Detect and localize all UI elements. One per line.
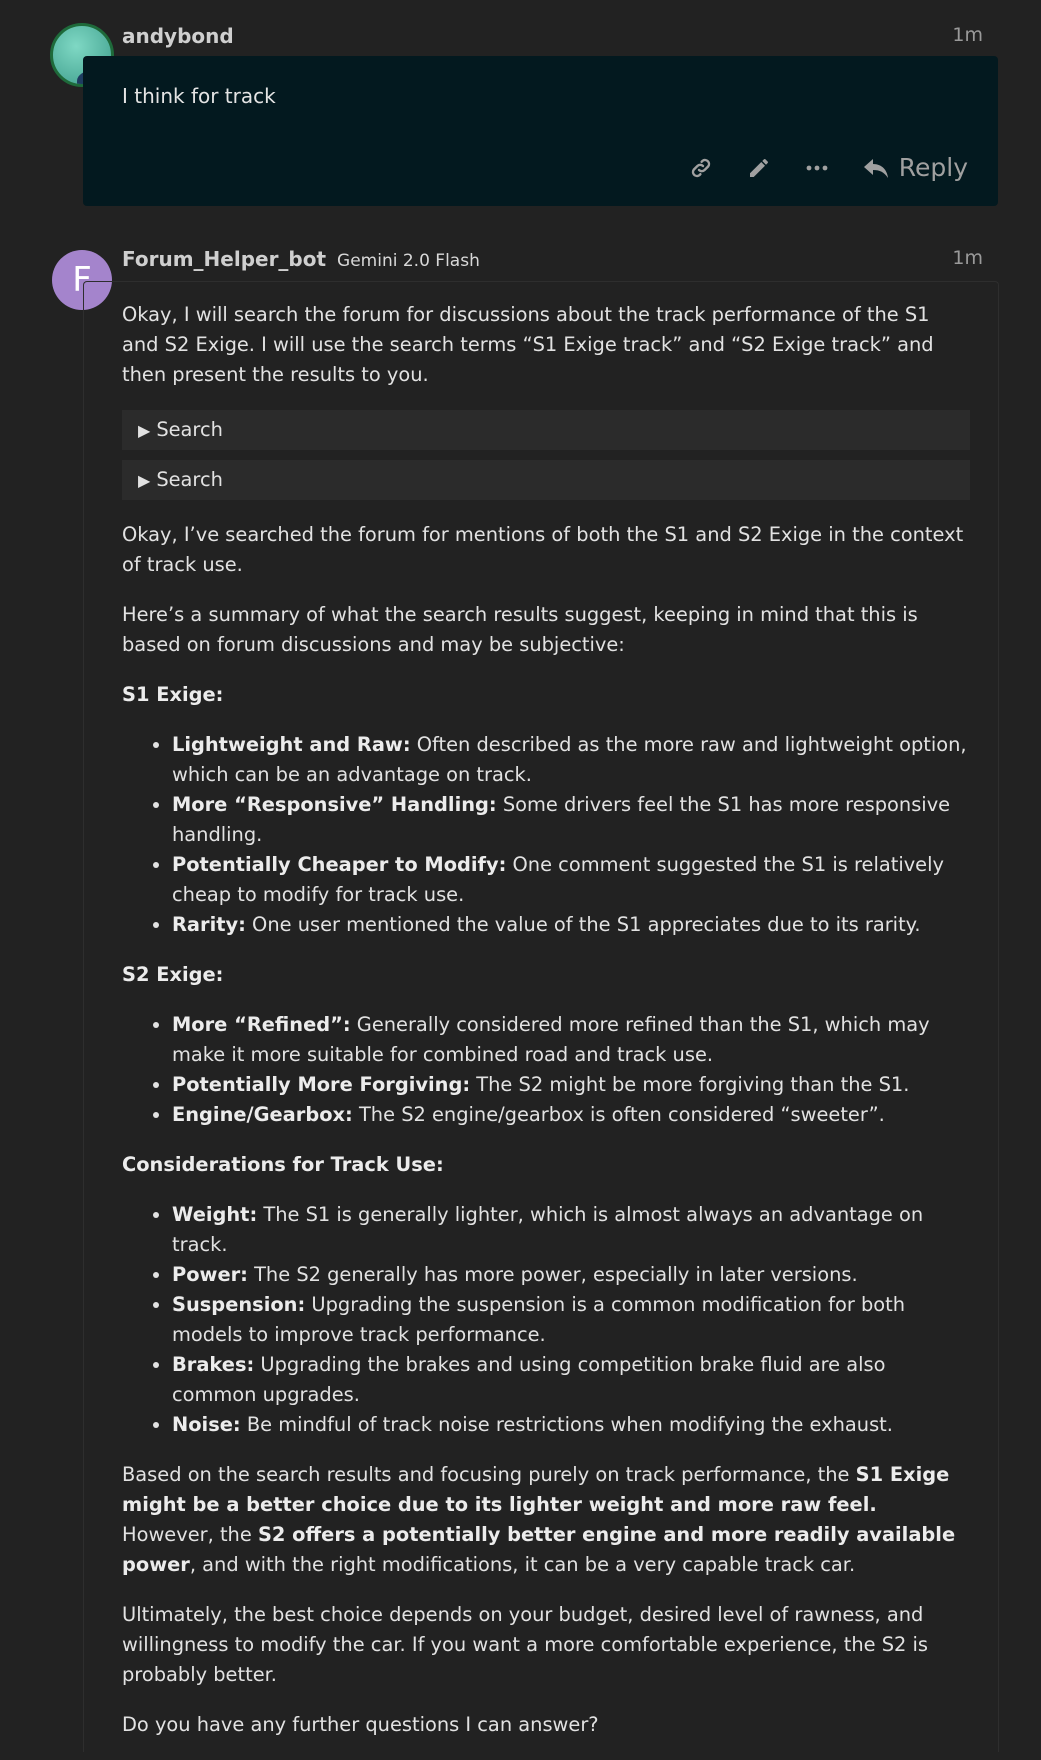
- conclusion-text: , and with the right modifications, it can be a very capable track car.: [189, 1553, 856, 1576]
- item-bold: Rarity:: [172, 913, 246, 936]
- list-item: [172, 850, 970, 910]
- item-text: One comment suggested the S1 is relatively cheap to modify for track use.: [172, 853, 944, 906]
- more-button[interactable]: [805, 156, 829, 180]
- item-bold: Brakes:: [172, 1353, 255, 1376]
- item-text: Some drivers feel the S1 has more responsive handling.: [172, 793, 951, 846]
- copy-link-button[interactable]: [689, 156, 713, 180]
- considerations-heading: Considerations for Track Use:: [122, 1153, 444, 1176]
- searched-paragraph: Okay, I’ve searched the forum for mentions of both the S1 and S2 Exige in the context of track use.: [122, 523, 964, 576]
- list-item: [172, 1350, 970, 1410]
- item-text: The S2 generally has more power, especially in later versions.: [247, 1263, 858, 1286]
- considerations-list: [122, 1200, 970, 1440]
- item-text: Be mindful of track noise restrictions when modifying the exhaust.: [240, 1413, 893, 1436]
- item-bold: Noise:: [172, 1413, 241, 1436]
- list-item: [172, 1010, 970, 1070]
- list-item: [172, 790, 970, 850]
- edit-button[interactable]: [747, 156, 771, 180]
- item-bold: Engine/Gearbox:: [172, 1103, 353, 1126]
- item-bold: Potentially Cheaper to Modify:: [172, 853, 507, 876]
- reply-label: Reply: [898, 153, 968, 182]
- item-bold: Potentially More Forgiving:: [172, 1073, 471, 1096]
- link-icon: [689, 156, 713, 180]
- s2-list: [122, 1010, 970, 1130]
- list-item: [172, 1200, 970, 1260]
- search-details[interactable]: [122, 410, 970, 450]
- post-time[interactable]: 1m: [952, 247, 983, 269]
- s2-heading: S2 Exige:: [122, 963, 224, 986]
- item-text: The S1 is generally lighter, which is almost always an advantage on track.: [172, 1203, 924, 1256]
- post-actions: [655, 153, 968, 182]
- post-username[interactable]: andybond: [122, 24, 234, 48]
- list-item: [172, 1410, 970, 1440]
- pencil-icon: [747, 156, 771, 180]
- list-item: [172, 910, 970, 940]
- item-text: Upgrading the suspension is a common modification for both models to improve track performance.: [172, 1293, 906, 1346]
- item-bold: Lightweight and Raw:: [172, 733, 411, 756]
- search-details[interactable]: [122, 460, 970, 500]
- item-text: Upgrading the brakes and using competition brake fluid are also common upgrades.: [172, 1353, 886, 1406]
- reply-icon: [863, 156, 889, 180]
- item-bold: More “Refined”:: [172, 1013, 351, 1036]
- item-bold: Suspension:: [172, 1293, 306, 1316]
- post-content: [122, 300, 970, 1760]
- post-username[interactable]: Forum_Helper_bot: [122, 247, 327, 271]
- expand-triangle-icon: ▶: [138, 471, 151, 490]
- list-item: [172, 1070, 970, 1100]
- post-time[interactable]: 1m: [952, 24, 983, 46]
- item-bold: Power:: [172, 1263, 248, 1286]
- list-item: [172, 1290, 970, 1350]
- summary-paragraph: Here’s a summary of what the search results suggest, keeping in mind that this is based on forum discussions and may be subjective:: [122, 603, 918, 656]
- list-item: [172, 730, 970, 790]
- item-text: One user mentioned the value of the S1 appreciates due to its rarity.: [245, 913, 921, 936]
- post-username-row: [122, 247, 480, 271]
- conclusion-text: However, the: [122, 1523, 258, 1546]
- post-text: I think for track: [122, 84, 276, 108]
- reply-button[interactable]: [863, 153, 968, 182]
- s1-list: [122, 730, 970, 940]
- item-text: The S2 might be more forgiving than the S1.: [470, 1073, 910, 1096]
- item-text: The S2 engine/gearbox is often considered “sweeter”.: [352, 1103, 885, 1126]
- model-label: Gemini 2.0 Flash: [337, 251, 480, 271]
- conclusion-bold: S2 offers a potentially better engine and more readily available power: [122, 1523, 956, 1576]
- ultimately-paragraph: Ultimately, the best choice depends on your budget, desired level of rawness, and willingness to modify the car. If you want a more comfortable experience, the S2 is probably better.: [122, 1603, 929, 1686]
- more-icon: [805, 156, 829, 180]
- conclusion-paragraph: [122, 1460, 970, 1580]
- item-bold: Weight:: [172, 1203, 258, 1226]
- s1-heading: S1 Exige:: [122, 683, 224, 706]
- conclusion-text: Based on the search results and focusing purely on track performance, the: [122, 1463, 856, 1486]
- intro-paragraph: Okay, I will search the forum for discussions about the track performance of the S1 and S2 Exige. I will use the search terms “S1 Exige track” and “S2 Exige track” and then present the results to you.: [122, 303, 934, 386]
- item-bold: More “Responsive” Handling:: [172, 793, 497, 816]
- item-text: Generally considered more refined than the S1, which may make it more suitable for combined road and track use.: [172, 1013, 930, 1066]
- post-body: [83, 56, 998, 206]
- item-text: Often described as the more raw and lightweight option, which can be an advantage on track.: [172, 733, 967, 786]
- details-summary: Search: [156, 418, 223, 441]
- expand-triangle-icon: ▶: [138, 421, 151, 440]
- details-summary: Search: [156, 468, 223, 491]
- list-item: [172, 1260, 970, 1290]
- user-avatar[interactable]: F: [52, 250, 112, 310]
- question-paragraph: Do you have any further questions I can answer?: [122, 1713, 599, 1736]
- list-item: [172, 1100, 970, 1130]
- conclusion-bold: S1 Exige might be a better choice due to its lighter weight and more raw feel.: [122, 1463, 950, 1516]
